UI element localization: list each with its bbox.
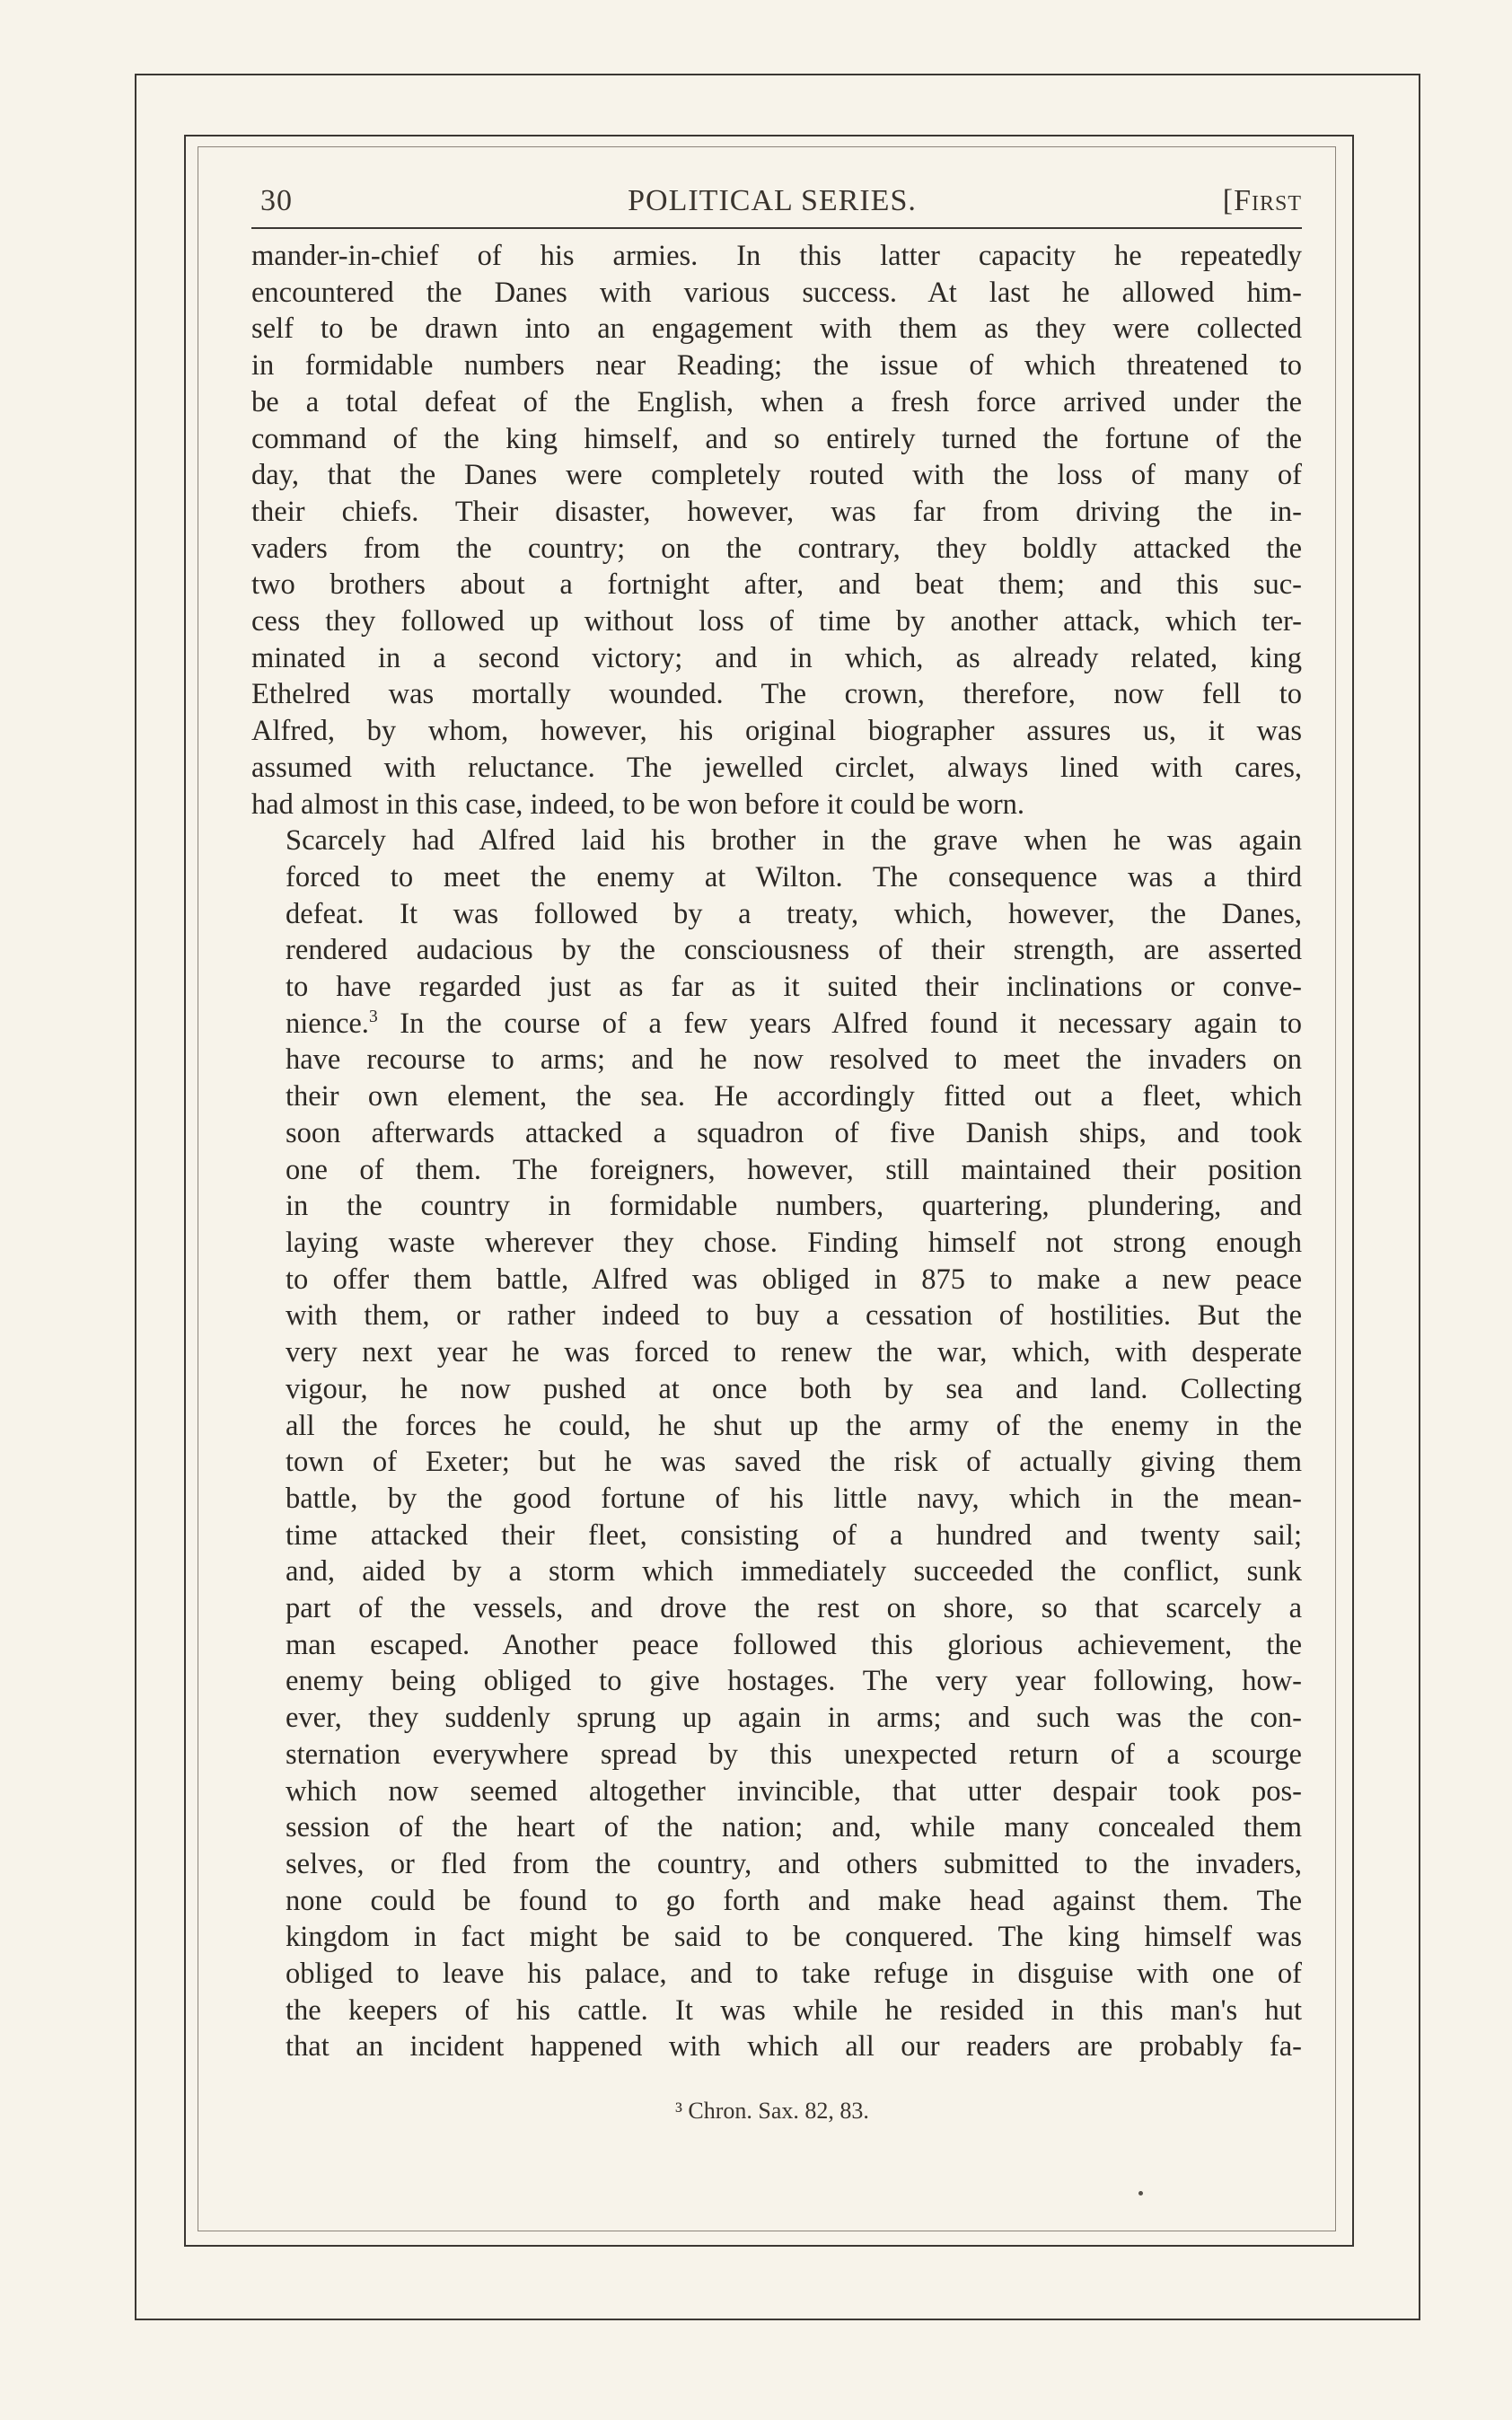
text-line: soon afterwards attacked a squadron of five Danish ships, and took — [286, 1116, 1302, 1149]
text-line: with them, or rather indeed to buy a cessation of hostilities. But the — [286, 1299, 1302, 1333]
text-line: assumed with reluctance. The jewelled circlet, always lined with cares, — [251, 751, 1302, 784]
text-line: be a total defeat of the English, when a fresh force arrived under the — [251, 385, 1302, 418]
text-line: minated in a second victory; and in which, as already related, king — [251, 641, 1302, 674]
footnote-text: Chron. Sax. 82, 83. — [688, 2098, 869, 2125]
note-line-rest: In the course of a few years Alfred found it necessary again to — [377, 1007, 1302, 1040]
text-line: vaders from the country; on the contrary, they boldly attacked the — [251, 532, 1302, 565]
text-line: forced to meet the enemy at Wilton. The consequence was a third — [286, 860, 1302, 893]
text-line: command of the king himself, and so entirely turned the fortune of the — [251, 422, 1302, 455]
text-line: town of Exeter; but he was saved the risk of actually giving them — [286, 1446, 1302, 1479]
text-line: their chiefs. Their disaster, however, was far from driving the in- — [251, 495, 1302, 528]
paragraph-1 — [251, 238, 1302, 823]
text-line: two brothers about a fortnight after, and beat them; and this suc- — [251, 568, 1302, 602]
text-line: laying waste wherever they chose. Finding himself not strong enough — [286, 1226, 1302, 1259]
text-line: time attacked their fleet, consisting of a hundred and twenty sail; — [286, 1518, 1302, 1552]
text-line: none could be found to go forth and make head against them. The — [286, 1884, 1302, 1917]
text-line: in formidable numbers near Reading; the issue of which threatened to — [251, 349, 1302, 383]
ink-speck — [1138, 2191, 1143, 2196]
text-line: vigour, he now pushed at once both by sea and land. Collecting — [286, 1372, 1302, 1405]
text-line: mander-in-chief of his armies. In this latter capacity he repeatedly — [251, 240, 1302, 272]
text-line: and, aided by a storm which immediately succeeded the conflict, sunk — [286, 1555, 1302, 1588]
text-line: in the country in formidable numbers, quartering, plundering, and — [286, 1190, 1302, 1223]
text-line: the keepers of his cattle. It was while he resided in this man's hut — [286, 1993, 1302, 2027]
text-line: which now seemed altogether invincible, that utter despair took pos- — [286, 1774, 1302, 1808]
text-line: selves, or fled from the country, and others submitted to the invaders, — [286, 1847, 1302, 1880]
text-line-with-note — [251, 1006, 1302, 1043]
section-label: [First — [1222, 184, 1302, 217]
text-line: battle, by the good fortune of his little navy, which in the mean- — [286, 1482, 1302, 1515]
text-line: obliged to leave his palace, and to take refuge in disguise with one of — [286, 1958, 1302, 1991]
footnote-marker: ³ — [675, 2098, 682, 2125]
body-text — [242, 238, 1302, 2065]
text-line: enemy being obliged to give hostages. The very year following, how- — [286, 1665, 1302, 1698]
text-line: day, that the Danes were completely routed with the loss of many of — [251, 459, 1302, 492]
text-line: their own element, the sea. He accordingly fitted out a fleet, which — [286, 1080, 1302, 1113]
text-line: encountered the Danes with various success. At last he allowed him- — [251, 276, 1302, 309]
page-number: 30 — [260, 184, 293, 217]
running-title: POLITICAL SERIES. — [628, 184, 917, 217]
text-line: defeat. It was followed by a treaty, which, however, the Danes, — [286, 897, 1302, 930]
book-page — [242, 175, 1302, 2125]
text-line: self to be drawn into an engagement with them as they were collected — [251, 312, 1302, 346]
text-line: Ethelred was mortally wounded. The crown, therefore, now fell to — [251, 678, 1302, 711]
text-line: that an incident happened with which all our readers are probably fa- — [286, 2030, 1302, 2064]
text-line: rendered audacious by the consciousness of their strength, are asserted — [286, 934, 1302, 967]
paragraph-2 — [251, 823, 1302, 2065]
text-line: part of the vessels, and drove the rest on shore, so that scarcely a — [286, 1592, 1302, 1625]
text-line: sternation everywhere spread by this unexpected return of a scourge — [286, 1738, 1302, 1771]
text-line: cess they followed up without loss of time by another attack, which ter- — [251, 605, 1302, 638]
text-line: session of the heart of the nation; and, while many concealed them — [286, 1811, 1302, 1844]
note-line-start: nience. — [286, 1007, 369, 1040]
text-line: kingdom in fact might be said to be conquered. The king himself was — [286, 1921, 1302, 1954]
text-line: have recourse to arms; and he now resolved to meet the invaders on — [286, 1043, 1302, 1077]
footnote-reference: 3 — [368, 1007, 378, 1026]
footnote — [242, 2098, 1302, 2125]
text-line: very next year he was forced to renew the war, which, with desperate — [286, 1336, 1302, 1369]
running-head — [242, 175, 1302, 222]
text-line: to offer them battle, Alfred was obliged in 875 to make a new peace — [286, 1263, 1302, 1296]
text-line: to have regarded just as far as it suited their inclinations or conve- — [286, 971, 1302, 1004]
text-line: Alfred, by whom, however, his original biographer assures us, it was — [251, 715, 1302, 748]
text-line: all the forces he could, he shut up the army of the enemy in the — [286, 1409, 1302, 1442]
header-rule — [251, 227, 1302, 229]
text-line: had almost in this case, indeed, to be won before it could be worn. — [251, 788, 1025, 821]
text-line: man escaped. Another peace followed this glorious achievement, the — [286, 1628, 1302, 1661]
text-line: Scarcely had Alfred laid his brother in the grave when he was again — [286, 824, 1302, 858]
text-line: one of them. The foreigners, however, still maintained their position — [286, 1153, 1302, 1186]
text-line: ever, they suddenly sprung up again in arms; and such was the con- — [286, 1702, 1302, 1735]
